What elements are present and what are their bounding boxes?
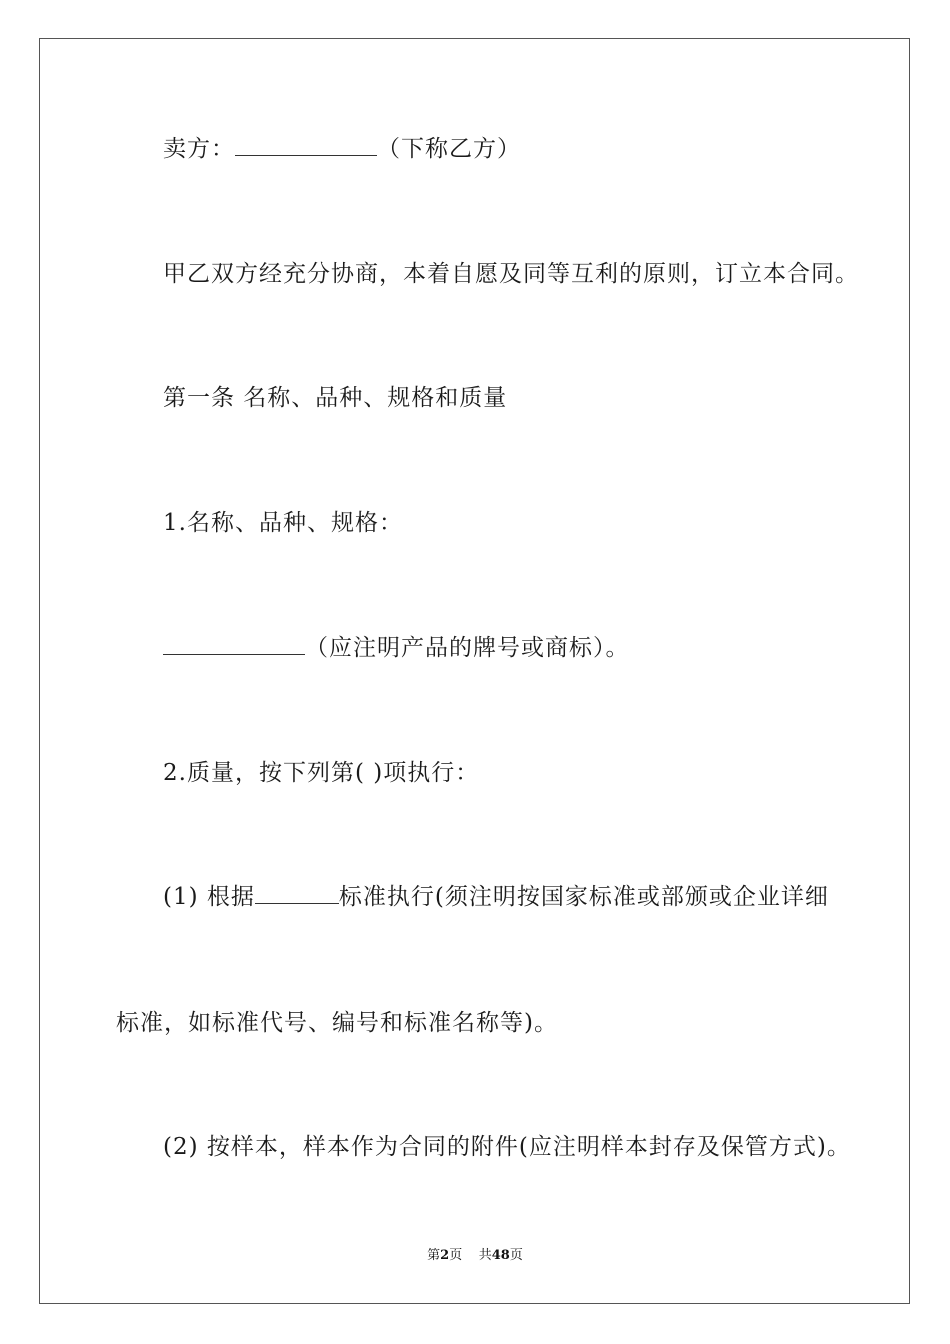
item1-title: 1.名称、品种、规格： [163, 510, 403, 536]
sub2-line: (2) 按样本，样本作为合同的附件(应注明样本封存及保管方式)。 [163, 1134, 851, 1160]
standard-blank [255, 883, 339, 904]
product-name-blank [163, 634, 305, 655]
footer-page-mid: 页 共 [449, 1248, 492, 1263]
item2-title: 2.质量，按下列第( )项执行： [163, 760, 480, 786]
sub1-prefix: (1) 根据 [163, 884, 255, 910]
item1-note: （应注明产品的牌号或商标）。 [305, 635, 630, 661]
page-frame [39, 38, 910, 1304]
intro-paragraph: 甲乙双方经充分协商，本着自愿及同等互利的原则，订立本合同。 [163, 261, 859, 287]
footer-page-suffix: 页 [509, 1248, 523, 1263]
seller-label: 卖方： [163, 136, 235, 162]
sub1-line [163, 882, 829, 912]
seller-suffix: （下称乙方） [377, 136, 521, 162]
sub1-continuation: 标准，如标准代号、编号和标准名称等)。 [116, 1010, 558, 1036]
footer-page-number: 2 [440, 1248, 450, 1263]
seller-blank [235, 135, 377, 156]
footer-total-pages: 48 [491, 1248, 510, 1263]
sub1-text: 标准执行(须注明按国家标准或部颁或企业详细 [338, 884, 829, 910]
seller-line [163, 134, 521, 164]
page-footer [0, 1247, 950, 1265]
footer-page-prefix: 第 [427, 1248, 441, 1263]
item1-line [163, 633, 630, 663]
article1-title: 第一条 名称、品种、规格和质量 [163, 385, 508, 411]
